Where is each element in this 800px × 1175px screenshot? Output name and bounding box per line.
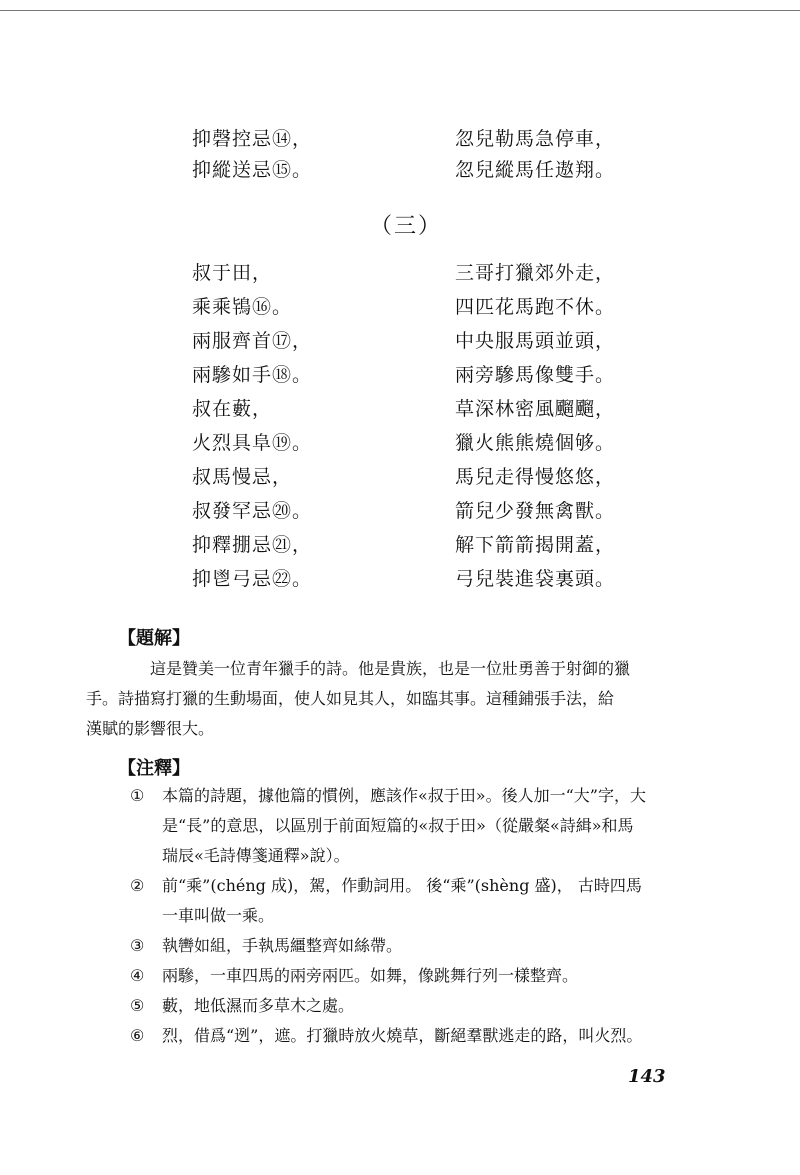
poem-line-original: 抑鬯弓忌㉒。	[192, 568, 313, 590]
tijie-line: 手。詩描寫打獵的生動場面，使人如見其人，如臨其事。這種鋪張手法，給	[86, 689, 615, 708]
note-body	[162, 961, 578, 991]
note-body	[162, 1021, 642, 1051]
poem-line-original: 抑釋掤忌㉑，	[192, 534, 313, 556]
tijie-line: 這是贊美一位青年獵手的詩。他是貴族，也是一位壯勇善于射御的獵	[150, 659, 631, 678]
poem-line-original: 抑縱送忌⑮。	[192, 159, 313, 181]
poem-line-original: 乘乘鴇⑯。	[192, 296, 293, 318]
note-number: ③	[130, 936, 145, 955]
note-line: 執轡如組，手執馬繮整齊如絲帶。	[162, 936, 403, 955]
poem-line-original: 叔馬慢忌，	[192, 466, 293, 488]
page-number: 143	[628, 1066, 666, 1087]
poem-line-translation: 獵火熊熊燒個够。	[455, 432, 616, 454]
poem-line-translation: 弓兒裝進袋裏頭。	[455, 568, 616, 590]
poem-line-translation: 三哥打獵郊外走，	[455, 262, 616, 284]
note-body	[162, 781, 646, 871]
poem-line-original: 兩服齊首⑰，	[192, 330, 313, 352]
note-number: ④	[130, 966, 145, 985]
poem-line-translation: 箭兒少發無禽獸。	[455, 500, 616, 522]
tijie-paragraph	[86, 654, 688, 744]
note-body	[162, 991, 354, 1021]
note-line: 瑞辰«毛詩傳箋通釋»說）。	[162, 846, 350, 865]
poem-line-original: 叔在藪，	[192, 398, 273, 420]
zhushi-heading: 【注釋】	[118, 758, 190, 779]
note-number: ②	[130, 876, 145, 895]
poem-line-original: 叔發罕忌⑳。	[192, 500, 313, 522]
note-body	[162, 871, 642, 931]
poem-line-translation: 忽兒勒馬急停車，	[455, 128, 616, 150]
poem-line-original: 叔于田，	[192, 262, 273, 284]
poem-line-translation: 忽兒縱馬任遨翔。	[455, 159, 616, 181]
note-line: 烈，借爲“迾”，遮。打獵時放火燒草，斷絕羣獸逃走的路，叫火烈。	[162, 1026, 643, 1045]
poem-line-translation: 草深林密風飀飀，	[455, 398, 616, 420]
note-line: 兩驂，一車四馬的兩旁兩匹。如舞，像跳舞行列一樣整齊。	[162, 966, 579, 985]
poem-line-original: 火烈具阜⑲。	[192, 432, 313, 454]
note-body	[162, 931, 402, 961]
poem-line-original: 兩驂如手⑱。	[192, 364, 313, 386]
poem-line-original: 抑磬控忌⑭，	[192, 128, 313, 150]
note-number: ⑤	[130, 996, 145, 1015]
note-line: 本篇的詩題，據他篇的慣例，應該作«叔于田»。後人加一“大”字，大	[162, 786, 646, 805]
poem-line-translation: 四匹花馬跑不休。	[455, 296, 616, 318]
section-title: （三）	[370, 214, 443, 239]
poem-line-translation: 兩旁驂馬像雙手。	[455, 364, 616, 386]
poem-line-translation: 馬兒走得慢悠悠，	[455, 466, 616, 488]
note-line: 是“長”的意思，以區別于前面短篇的«叔于田»（從嚴粲«詩緝»和馬	[162, 816, 634, 835]
tijie-heading: 【題解】	[118, 628, 190, 649]
note-line: 前“乘”(chéng 成)，駕，作動詞用。 後“乘”(shèng 盛)， 古時四馬	[162, 876, 642, 895]
top-rule	[0, 10, 800, 11]
poem-line-translation: 中央服馬頭並頭，	[455, 330, 616, 352]
note-number: ①	[130, 786, 145, 805]
note-line: 藪，地低濕而多草木之處。	[162, 996, 355, 1015]
note-line: 一車叫做一乘。	[162, 906, 275, 925]
note-number: ⑥	[130, 1026, 145, 1045]
tijie-line: 漢賦的影響很大。	[86, 719, 215, 738]
poem-line-translation: 解下箭箭揭開蓋，	[455, 534, 616, 556]
